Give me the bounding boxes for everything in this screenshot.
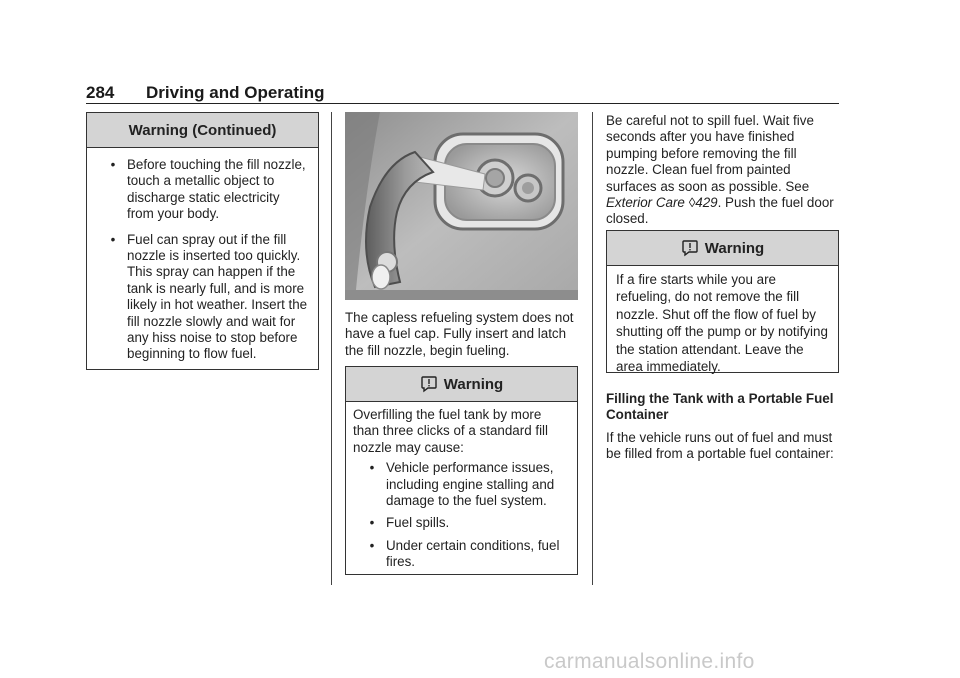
list-item-text: Under certain conditions, fuel fires.: [386, 537, 560, 570]
section-title: Driving and Operating: [146, 83, 325, 102]
warning-continued-box: [86, 112, 319, 370]
spill-paragraph: [606, 113, 842, 228]
page-number: 284: [86, 83, 115, 102]
warning-continued-title: Warning (Continued): [87, 113, 318, 148]
warning-box-overfill: [345, 366, 578, 575]
fuel-door-photo: [345, 112, 578, 300]
page-ref-number[interactable]: 429: [695, 195, 718, 211]
spill-text-end: . Push the fuel door closed.: [606, 195, 834, 227]
subheading-portable-container: Filling the Tank with a Portable Fuel Container: [606, 391, 834, 423]
list-item: [358, 515, 567, 531]
list-item: [99, 157, 308, 223]
warning-title: Warning: [704, 239, 765, 257]
portable-container-paragraph: If the vehicle runs out of fuel and must be filled from a portable fuel container:: [606, 430, 834, 462]
page-ref-icon: ◊: [688, 195, 696, 211]
warning-symbol-icon: [420, 375, 438, 393]
warning-title: Warning: [443, 375, 504, 393]
column-divider-left: [331, 112, 332, 585]
photo-caption: The capless refueling system does not have a fuel cap. Fully insert and latch the fill nozzle, begin fueling.: [345, 310, 574, 358]
bullet: •: [110, 231, 116, 247]
warning-text: If a fire starts while you are refueling, do not remove the fill nozzle. Shut off the flow of fuel by shutting off the pump or by notifying the station attendant. Leave the area immediately.: [616, 272, 828, 375]
warning-header: [346, 367, 577, 402]
column-divider-right: [592, 112, 593, 585]
list-item: [358, 538, 567, 571]
bullet: •: [110, 157, 116, 172]
bullet: •: [369, 537, 375, 553]
watermark: carmanualsonline.info: [544, 650, 755, 673]
list-item: [99, 232, 308, 363]
warning-symbol-icon: [681, 239, 699, 257]
bullet: •: [369, 515, 375, 531]
list-item-text: Before touching the fill nozzle, touch a metallic object to discharge static electricity from your body.: [127, 157, 306, 222]
warning-box-fire: [606, 230, 839, 373]
warning-intro: Overfilling the fuel tank by more than three clicks of a standard fill nozzle may cause:: [353, 407, 549, 455]
list-item-text: Fuel spills.: [386, 515, 450, 531]
warning-header: [607, 231, 838, 266]
header-rule: [86, 103, 839, 104]
list-item-text: Vehicle performance issues, including engine stalling and damage to the fuel system.: [386, 460, 555, 509]
list-item: [358, 460, 567, 509]
exterior-care-link[interactable]: Exterior Care: [606, 195, 685, 211]
warning-body: [346, 402, 577, 571]
warning-continued-body: [87, 148, 318, 363]
bullet: •: [369, 460, 375, 476]
spill-text: Be careful not to spill fuel. Wait five seconds after you have finished pumping before removing the fill nozzle. Clean fuel from painted surfaces as soon as possible. See: [606, 113, 814, 194]
list-item-text: Fuel can spray out if the fill nozzle is inserted too quickly. This spray can happen if the tank is nearly full, and is more likely in hot weather. Insert the fill nozzle slowly and wait for any hiss noise to stop before beginning to flow fuel.: [127, 231, 308, 362]
page-header: [86, 83, 839, 103]
